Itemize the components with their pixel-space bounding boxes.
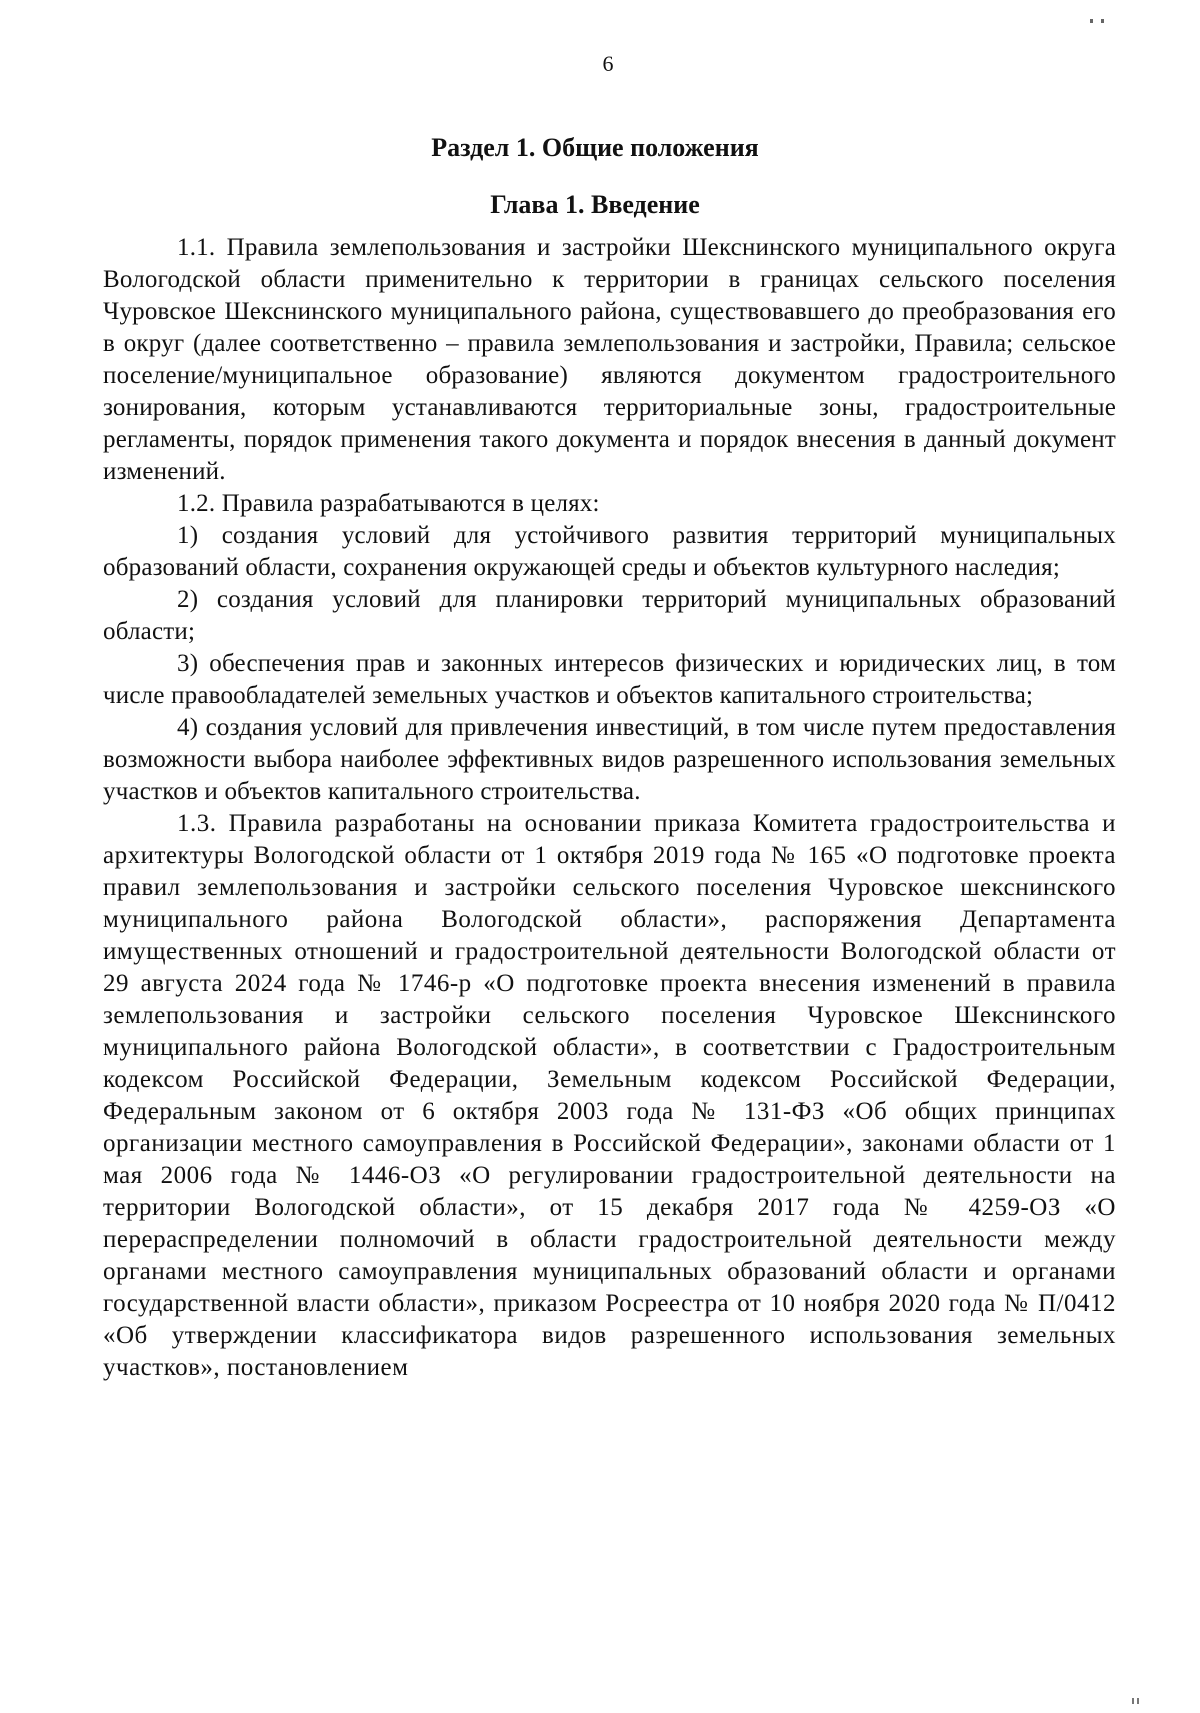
document-body [103,232,1116,1384]
list-item-3: 3) обеспечения прав и законных интересов физических и юридических лиц, в том числе правообладателей земельных участков и объектов капитального строительства; [103,650,1116,709]
paragraph-1-2: 1.2. Правила разрабатываются в целях: [177,490,600,517]
paragraph-1-3: 1.3. Правила разработаны на основании приказа Комитета градостроительства и архитектуры Вологодской области от 1 октября 2019 года № 165 «О подготовке проекта правил землепользования и застройки сельского поселения Чуровское шекснинского муниципального района Вологодской области», распоряжения Департамента имущественных отношений и градостроительной деятельности Вологодской области от 29 августа 2024 года № 1746-р «О подготовке проекта внесения изменений в правила землепользования и застройки сельского поселения Чуровское Шекснинского муниципального района Вологодской области», в соответствии с Градостроительным кодексом Российской Федерации, Земельным кодексом Российской Федерации, Федеральным законом от 6 октября 2003 года № 131-ФЗ «Об общих принципах организации местного самоуправления в Российской Федерации», законами области от 1 мая 2006 года № 1446-ОЗ «О регулировании градостроительной деятельности на территории Вологодской области», от 15 декабря 2017 года № 4259-ОЗ «О перераспределении полномочий в области градостроительной деятельности между органами местного самоуправления муниципальных образований области и органами государственной власти области», приказом Росреестра от 10 ноября 2020 года № П/0412 «Об утверждении классификатора видов разрешенного использования земельных участков», постановлением [103,810,1116,1381]
list-item-4: 4) создания условий для привлечения инвестиций, в том числе путем предоставления возможности выбора наиболее эффективных видов разрешенного использования земельных участков и объектов капитального строительства. [103,714,1116,805]
section-title: Раздел 1. Общие положения [431,133,759,162]
page-number: 6 [602,51,614,76]
scan-mark-bottom [1132,1681,1144,1689]
scan-mark-top [1090,0,1130,6]
list-item-2: 2) создания условий для планировки территорий муниципальных образований области; [103,586,1116,645]
list-item-1: 1) создания условий для устойчивого развития территорий муниципальных образований области, сохранения окружающей среды и объектов культурного наследия; [103,522,1116,581]
chapter-title: Глава 1. Введение [490,190,700,219]
paragraph-1-1: 1.1. Правила землепользования и застройки Шекснинского муниципального округа Вологодской области применительно к территории в границах сельского поселения Чуровское Шекснинского муниципального района, существовавшего до преобразования его в округ (далее соответственно – правила землепользования и застройки, Правила; сельское поселение/муниципальное образование) являются документом градостроительного зонирования, которым устанавливаются территориальные зоны, градостроительные регламенты, порядок применения такого документа и порядок внесения в данный документ изменений. [103,234,1116,485]
